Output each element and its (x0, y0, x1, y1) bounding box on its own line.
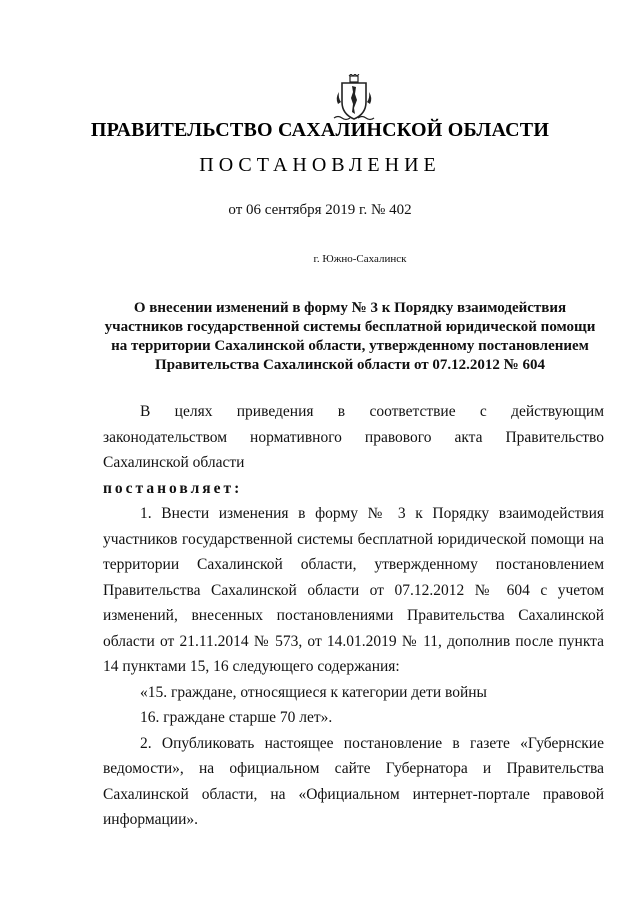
intro-paragraph: В целях приведения в соответствие с действующим законодательством нормативного правового акта Правительство Сахалинской области (103, 403, 604, 471)
subject-line: Правительства Сахалинской области от 07.12.2012 № 604 (155, 357, 545, 373)
item-1-point-15: «15. граждане, относящиеся к категории дети войны (140, 683, 487, 701)
document-date-number: от 06 сентября 2019 г. № 402 (228, 202, 412, 218)
subject-line: на территории Сахалинской области, утвержденному постановлением (111, 338, 589, 354)
org-title: ПРАВИТЕЛЬСТВО САХАЛИНСКОЙ ОБЛАСТИ (90, 119, 550, 141)
document-type: ПОСТАНОВЛЕНИЕ (199, 154, 441, 176)
decree-word: постановляет: (103, 479, 243, 497)
item-2-paragraph: 2. Опубликовать настоящее постановление в газете «Губернские ведомости», на официальном сайте Губернатора и Правительства Сахалинской области, на «Официальном интернет-портале правовой информации». (103, 734, 604, 828)
subject-line: участников государственной системы бесплатной юридической помощи (104, 319, 596, 335)
document-body (103, 399, 604, 833)
item-1-point-16: 16. граждане старше 70 лет». (140, 709, 333, 726)
document-subject (100, 299, 600, 375)
item-1-paragraph: 1. Внести изменения в форму № 3 к Порядку взаимодействия участников государственной системы бесплатной юридической помощи на территории Сахалинской области, утвержденному постановлением Правительства Сахалинской области от 07.12.2012 № 604 с учетом изменений, внесенных постановлениями Правительства Сахалинской области от 21.11.2014 № 573, от 14.01.2019 № 11, дополнив после пункта 14 пунктами 15, 16 следующего содержания: (103, 505, 604, 675)
subject-line: О внесении изменений в форму № 3 к Порядку взаимодействия (133, 300, 567, 316)
coat-of-arms-icon (330, 74, 378, 122)
decree-paragraph (103, 476, 604, 502)
document-city: г. Южно-Сахалинск (313, 253, 407, 265)
